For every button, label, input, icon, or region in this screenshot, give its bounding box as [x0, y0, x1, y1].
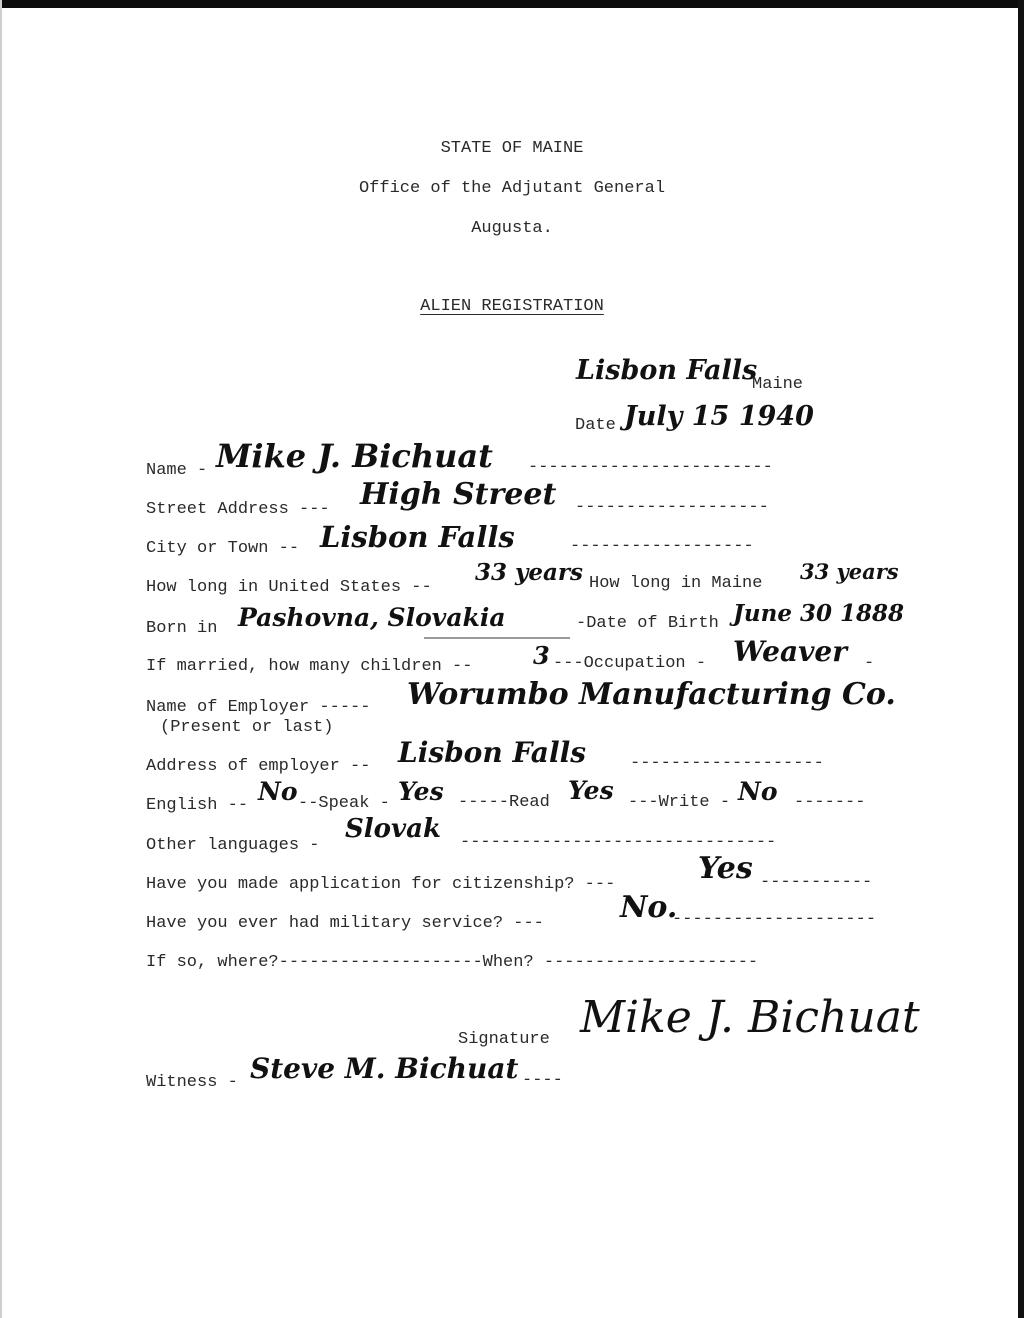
street-dashes: ------------------- [575, 498, 769, 517]
employer-address-value: Lisbon Falls [398, 736, 586, 769]
employer-address-label: Address of employer -- [146, 757, 371, 776]
strike-line [424, 637, 570, 639]
how-long-us-label: How long in United States -- [146, 578, 432, 597]
street-label: Street Address --- [146, 500, 330, 519]
signature-value: Mike J. Bichuat [580, 992, 920, 1043]
street-value: High Street [360, 477, 557, 512]
military-label: Have you ever had military service? --- [146, 914, 544, 933]
how-long-us-value: 33 years [475, 559, 583, 586]
name-label: Name - [146, 461, 208, 480]
other-languages-label: Other languages - [146, 836, 320, 855]
employer-address-dashes: ------------------- [630, 754, 824, 773]
english-value: No [258, 777, 298, 806]
military-dashes: -------------------- [672, 910, 877, 929]
form-title: ALIEN REGISTRATION [420, 297, 604, 316]
read-value: Yes [568, 776, 614, 805]
date-of-birth-label: -Date of Birth [576, 614, 719, 633]
occupation-value: Weaver [733, 635, 847, 668]
how-long-maine-label: How long in Maine [589, 574, 763, 593]
place-state-label: Maine [752, 375, 804, 394]
english-label: English -- [146, 796, 249, 815]
place-handwritten: Lisbon Falls [576, 355, 758, 386]
where-when-label: If so, where?--------------------When? --------------------- [146, 953, 759, 972]
date-label: Date [575, 416, 616, 435]
english-dashes: ------- [794, 793, 866, 812]
children-value: 3 [533, 641, 550, 670]
other-languages-dashes: ------------------------------- [460, 833, 777, 852]
date-value: July 15 1940 [624, 401, 814, 432]
citizenship-value: Yes [698, 851, 753, 886]
name-dashes: ------------------------ [528, 458, 773, 477]
children-label: If married, how many children -- [146, 657, 473, 676]
witness-label: Witness - [146, 1073, 238, 1092]
signature-label: Signature [458, 1030, 550, 1049]
occupation-dash: - [864, 654, 875, 673]
how-long-maine-value: 33 years [800, 559, 899, 584]
scan-border-top [0, 0, 1024, 8]
born-value: Pashovna, Slovakia [238, 603, 506, 632]
header-state: STATE OF MAINE [440, 139, 584, 158]
witness-dashes: ---- [522, 1071, 563, 1090]
employer-sub-label: (Present or last) [160, 718, 334, 737]
speak-label: --Speak - [298, 794, 390, 813]
write-value: No [738, 777, 778, 806]
other-languages-value: Slovak [345, 814, 441, 844]
military-value: No. [620, 890, 678, 925]
employer-label: Name of Employer ----- [146, 698, 371, 717]
header-office: Office of the Adjutant General [358, 179, 666, 198]
name-value: Mike J. Bichuat [216, 437, 493, 475]
header-city: Augusta. [471, 219, 553, 238]
citizenship-dashes: ----------- [760, 873, 873, 892]
born-label: Born in [146, 619, 218, 638]
read-label: -----Read [458, 793, 561, 812]
citizenship-label: Have you made application for citizenship? --- [146, 875, 616, 894]
city-value: Lisbon Falls [320, 520, 515, 554]
city-dashes: ------------------ [570, 537, 754, 556]
witness-value: Steve M. Bichuat [250, 1052, 519, 1085]
employer-value: Worumbo Manufacturing Co. [407, 677, 896, 712]
city-label: City or Town -- [146, 539, 300, 558]
date-of-birth-value: June 30 1888 [733, 600, 904, 627]
speak-value: Yes [398, 777, 444, 806]
write-label: ---Write - [628, 793, 731, 812]
occupation-label: ---Occupation - [553, 654, 707, 673]
